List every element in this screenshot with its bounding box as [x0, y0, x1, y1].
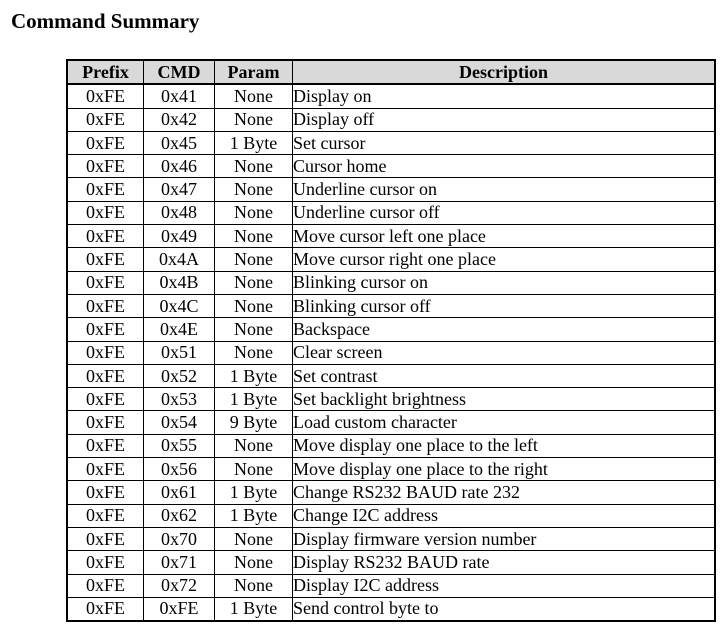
table-row: [68, 388, 715, 411]
header-param: Param: [215, 61, 293, 85]
cell-prefix: 0xFE: [68, 201, 144, 224]
table-row: [68, 201, 715, 224]
cell-prefix: 0xFE: [68, 481, 144, 504]
table-row: [68, 574, 715, 597]
cell-param: 1 Byte: [215, 131, 293, 154]
table-row: [68, 481, 715, 504]
cell-description: Send control byte to: [293, 597, 715, 620]
cell-param: None: [215, 108, 293, 131]
cell-description: Display on: [293, 84, 715, 108]
cell-cmd: 0x61: [144, 481, 215, 504]
cell-prefix: 0xFE: [68, 155, 144, 178]
cell-param: None: [215, 527, 293, 550]
cell-param: None: [215, 248, 293, 271]
table-row: [68, 597, 715, 620]
cell-description: Move cursor left one place: [293, 225, 715, 248]
table-row: [68, 318, 715, 341]
cell-prefix: 0xFE: [68, 318, 144, 341]
cell-cmd: 0x48: [144, 201, 215, 224]
header-cmd: CMD: [144, 61, 215, 85]
cell-cmd: 0x41: [144, 84, 215, 108]
cell-prefix: 0xFE: [68, 271, 144, 294]
cell-param: None: [215, 294, 293, 317]
cell-param: None: [215, 574, 293, 597]
cell-prefix: 0xFE: [68, 527, 144, 550]
cell-description: Clear screen: [293, 341, 715, 364]
table-row: [68, 108, 715, 131]
cell-cmd: 0x72: [144, 574, 215, 597]
cell-prefix: 0xFE: [68, 108, 144, 131]
cell-description: Move display one place to the left: [293, 434, 715, 457]
cell-cmd: 0x4E: [144, 318, 215, 341]
cell-param: 1 Byte: [215, 388, 293, 411]
table-header: [68, 61, 715, 85]
cell-cmd: 0x42: [144, 108, 215, 131]
table-row: [68, 551, 715, 574]
cell-prefix: 0xFE: [68, 388, 144, 411]
cell-param: None: [215, 341, 293, 364]
cell-cmd: 0x55: [144, 434, 215, 457]
cell-cmd: 0x47: [144, 178, 215, 201]
cell-description: Blinking cursor off: [293, 294, 715, 317]
table-row: [68, 178, 715, 201]
cell-prefix: 0xFE: [68, 248, 144, 271]
cell-param: None: [215, 434, 293, 457]
cell-prefix: 0xFE: [68, 434, 144, 457]
cell-cmd: 0x71: [144, 551, 215, 574]
page-title: Command Summary: [11, 9, 200, 33]
table-row: [68, 271, 715, 294]
table-row: [68, 411, 715, 434]
cell-prefix: 0xFE: [68, 458, 144, 481]
cell-description: Load custom character: [293, 411, 715, 434]
cell-description: Display RS232 BAUD rate: [293, 551, 715, 574]
cell-cmd: 0x4A: [144, 248, 215, 271]
table-row: [68, 84, 715, 108]
cell-param: None: [215, 201, 293, 224]
cell-cmd: 0x49: [144, 225, 215, 248]
cell-prefix: 0xFE: [68, 574, 144, 597]
cell-param: None: [215, 551, 293, 574]
table-row: [68, 341, 715, 364]
cell-description: Set backlight brightness: [293, 388, 715, 411]
cell-cmd: 0xFE: [144, 597, 215, 620]
cell-prefix: 0xFE: [68, 551, 144, 574]
table-row: [68, 527, 715, 550]
cell-param: 9 Byte: [215, 411, 293, 434]
cell-prefix: 0xFE: [68, 178, 144, 201]
cell-description: Set cursor: [293, 131, 715, 154]
table-row: [68, 248, 715, 271]
command-summary-table: [67, 60, 715, 621]
cell-description: Move cursor right one place: [293, 248, 715, 271]
cell-param: None: [215, 178, 293, 201]
cell-description: Change RS232 BAUD rate 232: [293, 481, 715, 504]
header-prefix: Prefix: [68, 61, 144, 85]
cell-param: None: [215, 458, 293, 481]
cell-cmd: 0x4C: [144, 294, 215, 317]
cell-description: Backspace: [293, 318, 715, 341]
cell-description: Display firmware version number: [293, 527, 715, 550]
cell-description: Move display one place to the right: [293, 458, 715, 481]
cell-prefix: 0xFE: [68, 597, 144, 620]
table-row: [68, 504, 715, 527]
cell-cmd: 0x52: [144, 364, 215, 387]
cell-param: None: [215, 318, 293, 341]
cell-param: None: [215, 225, 293, 248]
header-row: [68, 61, 715, 85]
cell-prefix: 0xFE: [68, 341, 144, 364]
cell-cmd: 0x56: [144, 458, 215, 481]
cell-description: Underline cursor on: [293, 178, 715, 201]
cell-cmd: 0x46: [144, 155, 215, 178]
cell-param: 1 Byte: [215, 481, 293, 504]
cell-prefix: 0xFE: [68, 411, 144, 434]
cell-description: Display I2C address: [293, 574, 715, 597]
cell-prefix: 0xFE: [68, 504, 144, 527]
cell-param: 1 Byte: [215, 597, 293, 620]
cell-prefix: 0xFE: [68, 225, 144, 248]
cell-param: None: [215, 155, 293, 178]
table-row: [68, 225, 715, 248]
cell-prefix: 0xFE: [68, 364, 144, 387]
cell-cmd: 0x54: [144, 411, 215, 434]
cell-description: Underline cursor off: [293, 201, 715, 224]
cell-cmd: 0x53: [144, 388, 215, 411]
table-row: [68, 131, 715, 154]
cell-description: Change I2C address: [293, 504, 715, 527]
cell-cmd: 0x62: [144, 504, 215, 527]
cell-param: None: [215, 271, 293, 294]
cell-cmd: 0x45: [144, 131, 215, 154]
table-row: [68, 155, 715, 178]
table-row: [68, 364, 715, 387]
cell-prefix: 0xFE: [68, 131, 144, 154]
header-description: Description: [293, 61, 715, 85]
table-row: [68, 434, 715, 457]
cell-prefix: 0xFE: [68, 294, 144, 317]
table-row: [68, 458, 715, 481]
cell-prefix: 0xFE: [68, 84, 144, 108]
cell-param: 1 Byte: [215, 504, 293, 527]
cell-cmd: 0x51: [144, 341, 215, 364]
cell-param: 1 Byte: [215, 364, 293, 387]
table-row: [68, 294, 715, 317]
cell-cmd: 0x70: [144, 527, 215, 550]
table-body: [68, 84, 715, 620]
cell-description: Cursor home: [293, 155, 715, 178]
cell-cmd: 0x4B: [144, 271, 215, 294]
cell-description: Set contrast: [293, 364, 715, 387]
cell-param: None: [215, 84, 293, 108]
cell-description: Display off: [293, 108, 715, 131]
cell-description: Blinking cursor on: [293, 271, 715, 294]
